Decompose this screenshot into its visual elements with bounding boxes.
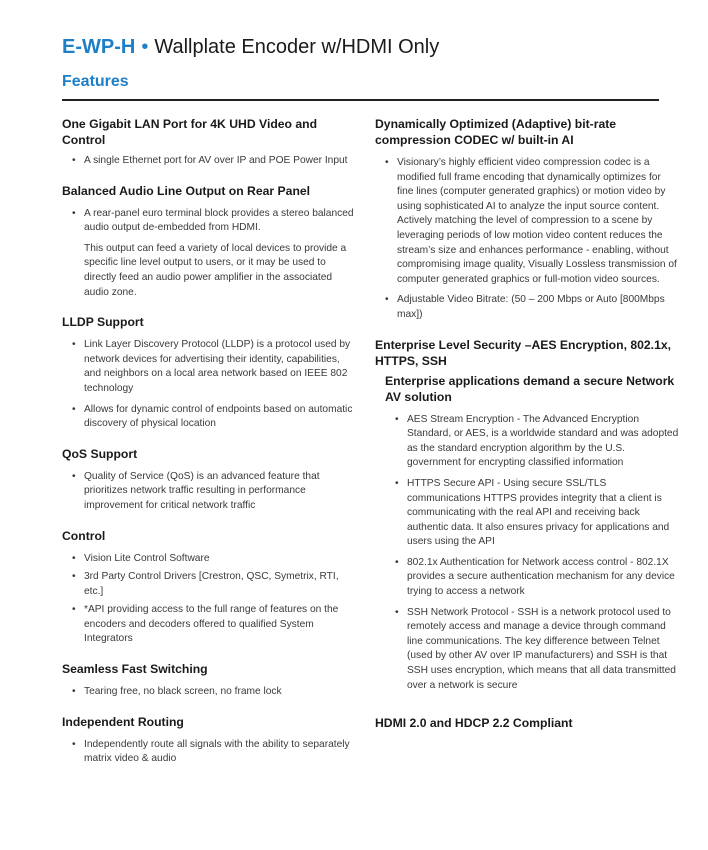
section-lan — [62, 116, 357, 169]
list-item: • Independently route all signals with the ability to separately matrix video & audio — [62, 738, 357, 767]
list-item: • 802.1x Authentication for Network access control - 802.1X provides a secure authentication mechanism for any device trying to access a network — [385, 556, 680, 600]
section-title-codec: Dynamically Optimized (Adaptive) bit-rate compression CODEC w/ built-in AI — [375, 117, 617, 147]
audio-note: This output can feed a variety of local devices to provide a specific line level output to users, or it may be used to directly feed an audio power amplifier in the associated audio zone. — [84, 242, 347, 298]
section-title-routing: Independent Routing — [62, 714, 184, 729]
list-item: • Tearing free, no black screen, no frame lock — [62, 685, 357, 700]
list-security — [385, 413, 680, 694]
title-separator: • — [141, 36, 149, 58]
product-code: E-WP-H — [62, 36, 136, 58]
list-item: • Quality of Service (QoS) is an advanced feature that prioritizes network traffic resulting in performance improvement for critical network traffic — [62, 470, 357, 514]
list-item: • *API providing access to the full range of features on the encoders and decoders offered to qualified System Integrators — [62, 603, 357, 647]
section-title-hdmi: HDMI 2.0 and HDCP 2.2 Compliant — [375, 716, 573, 731]
list-routing — [62, 738, 357, 767]
list-item: • SSH Network Protocol - SSH is a network protocol used to remotely access and manage a device through command line communications. The key difference between Telnet (used by other AV over IP manufacturers) and SSH is that SSH uses encryption, which means that all data transmitted over a network is secure — [385, 606, 680, 694]
section-title-qos: QoS Support — [62, 446, 138, 461]
list-item: • 3rd Party Control Drivers [Crestron, QSC, Symetrix, RTI, etc.] — [62, 570, 357, 599]
list-control — [62, 552, 357, 648]
features-heading: Features — [62, 73, 129, 90]
section-security — [375, 337, 680, 694]
product-title: Wallplate Encoder w/HDMI Only — [154, 36, 440, 58]
right-column — [375, 116, 680, 745]
section-codec — [375, 116, 680, 323]
security-subsection — [375, 373, 680, 694]
list-lldp — [62, 338, 357, 432]
list-item: • HTTPS Secure API - Using secure SSL/TLS communications HTTPS provides integrity that a client is communicating with the real API and receiving back authentic data. It also ensures privacy for applications and users using the API — [385, 477, 680, 550]
section-title-audio: Balanced Audio Line Output on Rear Panel — [62, 183, 311, 198]
section-audio — [62, 183, 357, 301]
header-divider — [62, 99, 659, 101]
list-item: • Allows for dynamic control of endpoints based on automatic discovery of physical location — [62, 403, 357, 432]
list-codec — [375, 156, 680, 323]
page-header — [62, 36, 439, 59]
section-lldp — [62, 314, 357, 432]
list-item: • AES Stream Encryption - The Advanced Encryption Standard, or AES, is a worldwide standard and was adopted as the standard encryption algorithm by the U.S. government for encrypting classified information — [385, 413, 680, 471]
list-item: • A rear-panel euro terminal block provides a stereo balanced audio output de-embedded from HDMI. — [62, 207, 357, 236]
section-switching — [62, 661, 357, 700]
list-switching — [62, 685, 357, 700]
list-audio — [62, 207, 357, 236]
section-title-lldp: LLDP Support — [62, 315, 144, 330]
list-item: • Visionary’s highly efficient video compression codec is a modified full frame encoding that dynamically optimizes for fine lines (computer generated graphics) or motion video by using sophisticated AI to analyze the input source content. Actively matching the level of compression to a scene by leveraging periods of low motion video content reduces the stream’s size and enhances performance - enabling, without compromising image quality, Visually Lossless transmission of computer generated graphics or full-motion video sources. — [375, 156, 680, 287]
list-item: • A single Ethernet port for AV over IP and POE Power Input — [62, 154, 357, 169]
list-item: • Adjustable Video Bitrate: (50 – 200 Mbps or Auto [800Mbps max]) — [375, 293, 680, 322]
section-hdmi — [375, 715, 680, 731]
section-title-lan: One Gigabit LAN Port for 4K UHD Video and Control — [62, 117, 318, 147]
section-routing — [62, 714, 357, 767]
list-item: • Link Layer Discovery Protocol (LLDP) is a protocol used by network devices for advertising their identity, capabilities, and neighbors on a local area network based on IEEE 802 technology — [62, 338, 357, 396]
list-item: • Vision Lite Control Software — [62, 552, 357, 567]
section-title-control: Control — [62, 528, 106, 543]
section-title-security: Enterprise Level Security –AES Encryption, 802.1x, HTTPS, SSH — [375, 337, 672, 368]
section-qos — [62, 446, 357, 514]
list-lan — [62, 154, 357, 169]
section-control — [62, 528, 357, 648]
section-title-switching: Seamless Fast Switching — [62, 662, 208, 677]
security-subtitle: Enterprise applications demand a secure Network AV solution — [385, 373, 675, 404]
left-column — [62, 116, 357, 781]
list-qos — [62, 470, 357, 514]
